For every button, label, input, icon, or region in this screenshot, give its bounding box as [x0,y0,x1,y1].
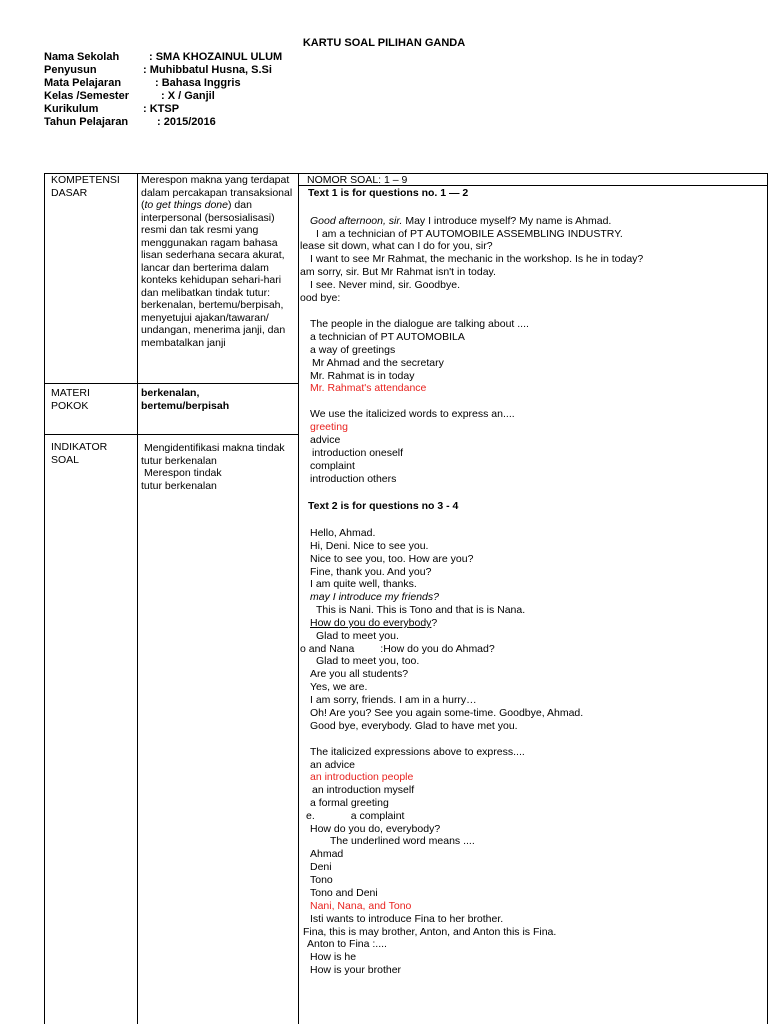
text2-line13: Yes, we are. [310,681,368,693]
q2-option-d: complaint [310,460,355,472]
q1-option-e-answer: Mr. Rahmat's attendance [310,382,427,394]
materi-label-line1: MATERI [51,387,90,399]
text2-line7: This is Nani. This is Tono and that is is Nana. [316,604,526,616]
table-left-border [44,173,45,1024]
q4-stem: The underlined word means .... [330,835,475,847]
label-column-divider [137,173,138,1024]
text2-line9: Glad to meet you. [316,630,399,642]
school-label: Nama Sekolah [44,51,120,63]
q2-option-c: introduction oneself [312,447,404,459]
text2-line3: Nice to see you, too. How are you? [310,553,474,565]
q1-option-d: Mr. Rahmat is in today [310,370,415,382]
text1-line1-greeting: Good afternoon, sir. [310,215,403,227]
text2-line5: I am quite well, thanks. [310,578,417,590]
q5-option-b: How is your brother [310,964,402,976]
q3-option-a: an advice [310,759,355,771]
text2-line4: Fine, thank you. And you? [310,566,432,578]
kompetensi-row-divider [44,383,298,384]
text1-line4: I want to see Mr Rahmat, the mechanic in the workshop. Is he in today? [310,253,644,265]
indikator-label-line2: SOAL [51,453,80,466]
q4-option-a: Ahmad [310,848,344,860]
q4-option-c: Tono [310,874,333,886]
q5-option-a: How is he [310,951,357,963]
q4-option-b: Deni [310,861,332,873]
q2-stem: We use the italicized words to express an.... [310,408,515,420]
q3-option-e-text: a complaint [350,810,405,822]
year-value: : 2015/2016 [157,116,216,128]
class-label: Kelas /Semester [44,90,129,102]
materi-label-line2: POKOK [51,399,89,412]
q5-line1: Fina, this is may brother, Anton, and Anton this is Fina. [303,926,557,938]
q5-line2: Anton to Fina :.... [307,938,387,950]
indikator-2-line2: tutur berkenalan [141,479,217,492]
q2-option-a-answer: greeting [310,421,348,433]
q4-context: How do you do, everybody? [310,823,441,835]
indikator-1-line2: tutur berkenalan [141,454,217,467]
text2-line10-speaker: o and Nana [300,643,355,655]
text1-line2: I am a technician of PT AUTOMOBILE ASSEMBLING INDUSTRY. [316,228,623,240]
text2-line12: Are you all students? [310,668,409,680]
text1-line7: ood bye: [300,292,341,304]
q3-option-c: an introduction myself [312,784,415,796]
text1-line1 [310,215,611,228]
q1-stem: The people in the dialogue are talking about .... [310,318,529,330]
text2-line1: Hello, Ahmad. [310,527,376,539]
q1-option-a: a technician of PT AUTOMOBILA [310,331,465,343]
text2-line16: Good bye, everybody. Glad to have met you. [310,720,518,732]
kompetensi-text [141,174,296,349]
kompetensi-text-part3: ) dan interpersonal (bersosialisasi) resmi dan tak resmi yang menggunakan ragam bahasa lisan sederhana secara akurat, lancar dan berterima dalam konteks kehidupan sehari-hari dan melibatkan tindak tutur: berkenalan, bertemu/berpisah, menyetujui ajakan/tawaran/ undangan, menerima janji, dan membatalkan janji [141,199,286,349]
q1-option-b: a way of greetings [310,344,396,356]
subject-label: Mata Pelajaran [44,77,122,89]
materi-text-line2: bertemu/berpisah [141,399,230,412]
q3-option-b-answer: an introduction people [310,771,414,783]
indikator-text [141,442,297,492]
kompetensi-label-line2: DASAR [51,186,88,199]
text1-line5: am sorry, sir. But Mr Rahmat isn't in today. [300,266,496,278]
indikator-label-line1: INDIKATOR [51,441,108,453]
q1-option-c: Mr Ahmad and the secretary [312,357,444,369]
text2-line6: may I introduce my friends? [310,591,439,603]
indikator-2-line1: Merespon tindak [144,467,222,479]
content-column-divider [298,173,299,1024]
text2-line15: Oh! Are you? See you again some-time. Goodbye, Ahmad. [310,707,584,719]
q5-context: Isti wants to introduce Fina to her brother. [310,913,504,925]
kompetensi-text-italic: to get things done [144,199,228,211]
card-title: KARTU SOAL PILIHAN GANDA [302,37,466,49]
year-label: Tahun Pelajaran [44,116,129,128]
text2-line2: Hi, Deni. Nice to see you. [310,540,429,552]
subject-value: : Bahasa Inggris [155,77,241,89]
kompetensi-label-line1: KOMPETENSI [51,174,120,186]
materi-text-line1: berkenalan, [141,387,200,399]
q3-option-e-label: e. [306,810,315,822]
q2-option-e: introduction others [310,473,397,485]
class-value: : X / Ganjil [161,90,215,102]
text2-line14: I am sorry, friends. I am in a hurry… [310,694,477,706]
author-value: : Muhibbatul Husna, S.Si [143,64,272,76]
q2-option-b: advice [310,434,341,446]
text1-heading: Text 1 is for questions no. 1 — 2 [308,187,469,199]
text2-line11: Glad to meet you, too. [316,655,420,667]
q3-option-d: a formal greeting [310,797,389,809]
text1-line6: I see. Never mind, sir. Goodbye. [310,279,460,291]
indikator-label [51,441,107,466]
text2-heading: Text 2 is for questions no 3 - 4 [308,500,459,512]
materi-text [141,387,229,412]
text2-line10-speech: :How do you do Ahmad? [380,643,495,655]
text1-line1-rest: May I introduce myself? My name is Ahmad. [402,215,612,227]
q3-option-e [306,810,404,823]
school-value: : SMA KHOZAINUL ULUM [149,51,283,63]
curriculum-label: Kurikulum [44,103,99,115]
nomor-soal: NOMOR SOAL: 1 – 9 [307,174,408,186]
kompetensi-text-part1: Merespon makna yang terdapat dalam percakapan transaksional ( [141,174,293,211]
materi-label [51,387,90,412]
text2-underlined-phrase: How do you do everybody [310,617,432,629]
materi-row-divider [44,434,298,435]
author-label: Penyusun [44,64,97,76]
text2-line8 [310,617,437,630]
q3-stem: The italicized expressions above to express.... [310,746,525,758]
kompetensi-label [51,174,120,199]
text1-line3: lease sit down, what can I do for you, sir? [300,240,493,252]
q4-option-e-answer: Nani, Nana, and Tono [310,900,412,912]
text2-line10 [300,643,495,656]
indikator-1-line1: Mengidentifikasi makna tindak [144,442,285,454]
q4-option-d: Tono and Deni [310,887,378,899]
curriculum-value: : KTSP [143,103,180,115]
text2-line8-end: ? [431,617,438,629]
question-card-table [44,173,768,1024]
